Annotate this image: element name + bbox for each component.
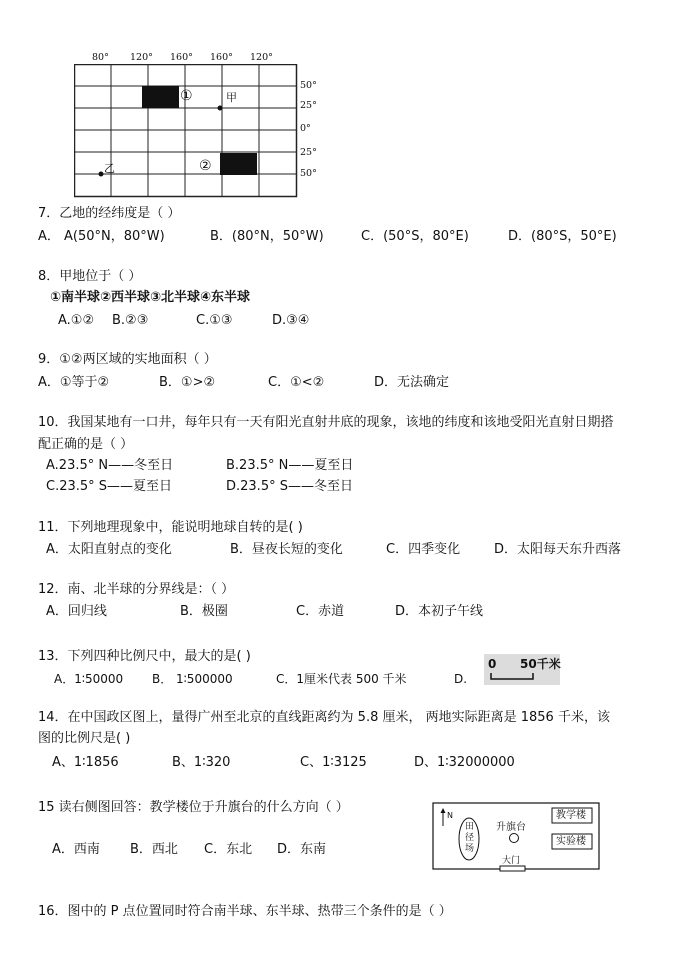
scale-value-label: 50千米 [520, 657, 561, 671]
question-stem: 12．南、北半球的分界线是：（ ） [38, 582, 235, 597]
map-teaching-label: 教学楼 [556, 810, 586, 821]
option-d: D．太阳每天东升西落 [494, 542, 622, 557]
option-d: D．东南 [277, 842, 327, 857]
question-stem: 10．我国某地有一口井，每年只有一天有阳光直射井底的现象，该地的纬度和该地受阳光直射日期搭 [38, 415, 614, 430]
question-stem: 8．甲地位于（ ） [38, 269, 142, 284]
question-stem: 11．下列地理现象中，能说明地球自转的是( ) [38, 520, 303, 535]
question-stem-continued: 图的比例尺是( ) [38, 731, 131, 746]
latitude-label: 50° [300, 80, 317, 91]
latitude-label: 25° [300, 147, 317, 158]
option-a: A．①等于② [38, 375, 110, 390]
option-c: C．1厘米代表 500 千米 [276, 672, 407, 686]
point-jia-label: 甲 [226, 91, 237, 104]
question-statement: ①南半球②西半球③北半球④东半球 [50, 290, 251, 305]
option-a: A．1∶50000 [54, 672, 124, 686]
option-c: C．四季变化 [386, 542, 461, 557]
option-c: C.①③ [196, 313, 233, 328]
question-stem: 9．①②两区域的实地面积（ ） [38, 352, 217, 367]
option-d: D.23.5° S——冬至日 [226, 479, 353, 494]
option-d: D、1∶32000000 [414, 755, 515, 770]
longitude-label: 120° [130, 52, 153, 63]
map-lab-label: 实验楼 [556, 836, 586, 847]
latitude-longitude-grid [74, 64, 298, 198]
question-stem-continued: 配正确的是（ ） [38, 437, 134, 452]
question-stem: 13．下列四种比例尺中，最大的是( ) [38, 649, 251, 664]
option-c: C．(50°S，80°E) [361, 229, 469, 244]
longitude-label: 80° [92, 52, 109, 63]
region-1-block [142, 86, 179, 108]
longitude-label: 160° [210, 52, 233, 63]
option-a: A．回归线 [46, 604, 107, 619]
map-flag-label: 升旗台 [496, 822, 526, 833]
option-b: B、1∶320 [172, 755, 231, 770]
point-jia-dot [218, 106, 223, 111]
option-b: B．昼夜长短的变化 [230, 542, 343, 557]
map-north-label: N [447, 811, 453, 820]
scale-bar [484, 654, 560, 685]
option-c: C．东北 [204, 842, 253, 857]
question-stem: 15 读右侧图回答：教学楼位于升旗台的什么方向（ ） [38, 800, 349, 815]
option-a: A．西南 [52, 842, 100, 857]
latitude-label: 50° [300, 168, 317, 179]
map-gate-label: 大门 [502, 856, 521, 866]
line-scale-image [484, 654, 560, 685]
option-a: A． A(50°N，80°W) [38, 229, 165, 244]
option-a: A．太阳直射点的变化 [46, 542, 172, 557]
option-b: B．西北 [130, 842, 178, 857]
region-1-label: ① [180, 88, 193, 104]
option-b: B． 1∶500000 [152, 672, 233, 686]
option-d: D．本初子午线 [395, 604, 484, 619]
map-field-label: 田径场 [465, 822, 475, 854]
option-d: D. [454, 672, 468, 686]
option-b: B．(80°N，50°W) [210, 229, 324, 244]
option-c: C．①<② [268, 375, 325, 390]
option-b: B．①>② [159, 375, 216, 390]
option-a: A.23.5° N——冬至日 [46, 458, 174, 473]
latitude-label: 0° [300, 123, 311, 134]
question-stem: 16．图中的 P 点位置同时符合南半球、东半球、热带三个条件的是（ ） [38, 904, 452, 919]
option-d: D．(80°S，50°E) [508, 229, 617, 244]
point-yi-dot [99, 172, 104, 177]
option-b: B.②③ [112, 313, 149, 328]
option-d: D.③④ [272, 313, 310, 328]
question-stem: 7．乙地的经纬度是（ ） [38, 206, 181, 221]
point-yi-label: 乙 [104, 162, 115, 175]
region-2-label: ② [199, 158, 212, 174]
option-b: B．极圈 [180, 604, 228, 619]
option-c: C、1∶3125 [300, 755, 367, 770]
scale-zero-label: 0 [488, 657, 497, 671]
option-d: D．无法确定 [374, 375, 450, 390]
longitude-label: 120° [250, 52, 273, 63]
question-stem: 14．在中国政区图上，量得广州至北京的直线距离约为 5.8 厘米， 两地实际距离是 1856 千米，该 [38, 710, 610, 725]
option-a: A.①② [58, 313, 95, 328]
longitude-label: 160° [170, 52, 193, 63]
option-a: A、1∶1856 [52, 755, 119, 770]
option-c: C.23.5° S——夏至日 [46, 479, 173, 494]
option-b: B.23.5° N——夏至日 [226, 458, 354, 473]
option-c: C．赤道 [296, 604, 345, 619]
region-2-block [220, 153, 257, 175]
latitude-label: 25° [300, 100, 317, 111]
